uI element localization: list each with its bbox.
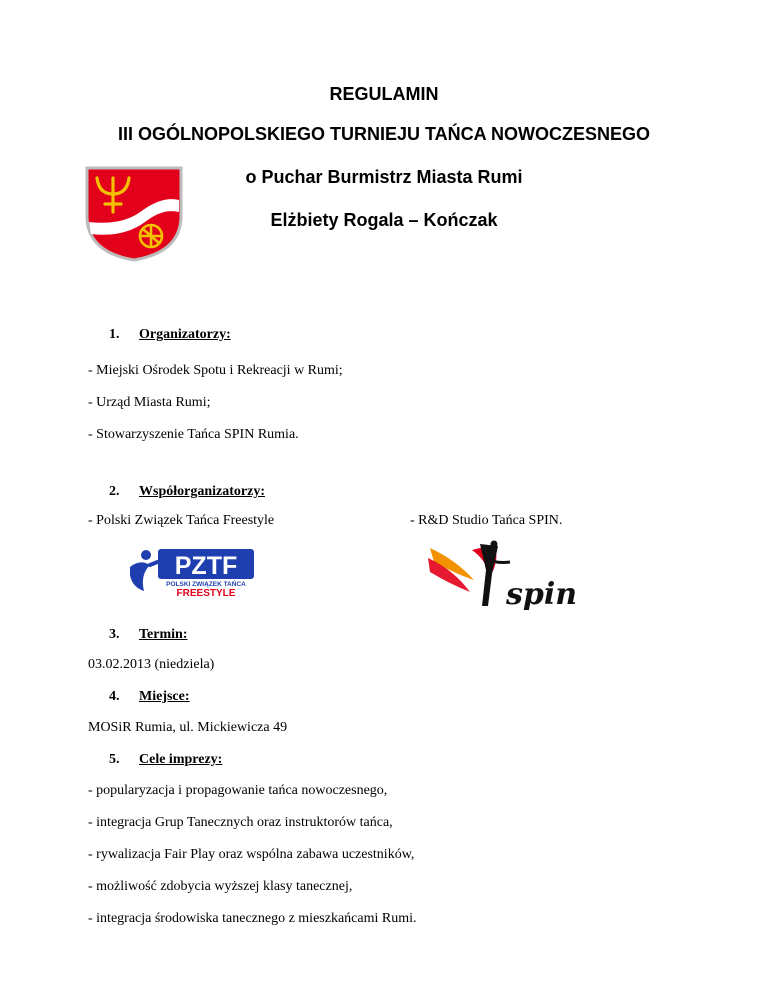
section-number: 1. (109, 327, 120, 342)
event-date: 03.02.2013 (niedziela) (88, 657, 215, 672)
goal-item: - możliwość zdobycia wyższej klasy tanecznej, (88, 879, 353, 894)
section-number: 5. (109, 752, 120, 767)
pztf-logo-text: PZTF (174, 552, 238, 580)
section-goals-heading (109, 752, 222, 768)
section-number: 4. (109, 689, 120, 704)
doc-cup-line: o Puchar Burmistrz Miasta Rumi (245, 167, 523, 187)
section-place-heading (109, 689, 190, 705)
section-number: 3. (109, 627, 120, 642)
coorganizer-item: - R&D Studio Tańca SPIN. (410, 513, 563, 528)
goal-item: - integracja środowiska tanecznego z mieszkańcami Rumi. (88, 911, 417, 926)
section-number: 2. (109, 484, 120, 499)
doc-title: REGULAMIN (329, 84, 439, 104)
section-title: Cele imprezy: (139, 752, 223, 767)
pztf-logo-style: FREESTYLE (176, 588, 236, 597)
section-title: Miejsce: (139, 689, 190, 704)
section-title: Termin: (139, 627, 188, 642)
goal-item: - integracja Grup Tanecznych oraz instruktorów tańca, (88, 815, 393, 830)
spin-logo-icon (426, 540, 580, 610)
pztf-logo-subtext: POLSKI ZWIĄZEK TAŃCA (166, 581, 246, 588)
pztf-logo-icon (126, 545, 256, 597)
section-date-heading (109, 627, 187, 643)
section-title: Współorganizatorzy: (139, 484, 265, 499)
organizer-item: - Stowarzyszenie Tańca SPIN Rumia. (88, 427, 299, 442)
spin-logo-text: spin (506, 577, 578, 610)
section-title: Organizatorzy: (139, 327, 231, 342)
organizer-item: - Urząd Miasta Rumi; (88, 395, 211, 410)
doc-subtitle: III OGÓLNOPOLSKIEGO TURNIEJU TAŃCA NOWOCZESNEGO (117, 124, 651, 144)
event-place: MOSiR Rumia, ul. Mickiewicza 49 (88, 720, 288, 735)
coorganizer-item: - Polski Związek Tańca Freestyle (88, 513, 275, 528)
organizer-item: - Miejski Ośrodek Spotu i Rekreacji w Rumi; (88, 363, 343, 378)
goal-item: - rywalizacja Fair Play oraz wspólna zabawa uczestników, (88, 847, 415, 862)
section-coorganizers-heading (109, 484, 265, 500)
goal-item: - popularyzacja i propagowanie tańca nowoczesnego, (88, 783, 388, 798)
section-organizers-heading (109, 327, 231, 343)
rumia-coat-of-arms-icon (83, 164, 185, 262)
doc-mayor-name: Elżbiety Rogala – Kończak (270, 210, 498, 230)
